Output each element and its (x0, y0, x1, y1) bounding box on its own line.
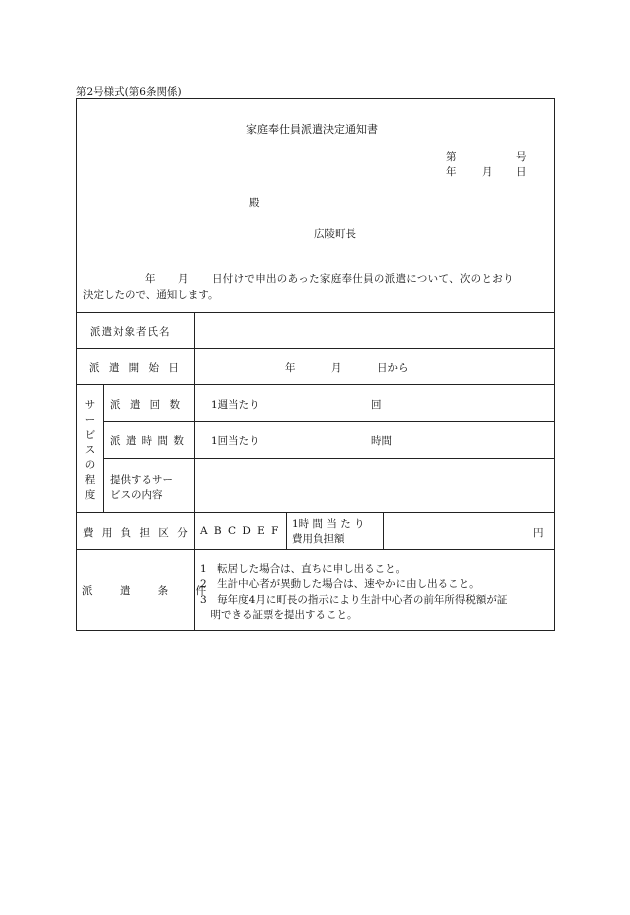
row-divider (76, 384, 555, 385)
column-divider (286, 512, 287, 549)
number-dai: 第 (446, 151, 457, 163)
frequency-unit: 回 (371, 399, 382, 411)
start-from: 日から (377, 362, 409, 374)
column-divider (383, 512, 384, 549)
row-divider (76, 549, 555, 550)
notice-line-2: 決定したので、通知します。 (83, 289, 219, 301)
service-content-label-1: 提供するサー (110, 474, 173, 486)
cost-unit: 円 (533, 527, 544, 539)
cost-per-hour-label-2: 費用負担額 (292, 533, 345, 545)
frequency-label: 派 遣 回 数 (110, 399, 184, 411)
date-day: 日 (516, 166, 527, 178)
hours-unit: 時間 (371, 435, 392, 447)
date-month: 月 (482, 166, 493, 178)
notice-line-1: 日付けで申出のあった家庭奉仕員の派遣について、次のとおり (212, 273, 514, 285)
column-divider (103, 384, 104, 512)
number-go: 号 (516, 151, 527, 163)
notice-year: 年 (145, 273, 156, 285)
cost-label: 費 用 負 担 区 分 (83, 527, 191, 539)
conditions-label: 派 遣 条 件 (82, 585, 219, 597)
condition-line-2: 2 生計中心者が異動した場合は、速やかに由し出ること。 (200, 578, 480, 590)
row-divider (103, 421, 555, 422)
condition-line-1: 1 転居した場合は、直ちに申し出ること。 (200, 563, 407, 575)
issuer-name: 広陵町長 (314, 228, 356, 240)
condition-line-3: 3 毎年度4月に町長の指示により生計中心者の前年所得税額が証 (200, 594, 508, 606)
document-title: 家庭奉仕員派遣決定通知書 (246, 123, 378, 136)
start-year: 年 (285, 362, 296, 374)
start-month: 月 (331, 362, 342, 374)
form-number-label: 第2号様式(第6条関係) (76, 86, 182, 98)
addressee-suffix: 殿 (249, 197, 260, 209)
hours-per: 1回当たり (211, 435, 260, 447)
hours-label: 派 遣 時 間 数 (110, 435, 185, 447)
cost-per-hour-label-1: 1時 間 当 た り (292, 518, 365, 530)
row-divider (76, 348, 555, 349)
start-date-label: 派 遣 開 始 日 (89, 362, 182, 374)
service-content-label-2: ビスの内容 (110, 489, 163, 501)
cost-classes: A B C D E F (200, 525, 280, 537)
frequency-per: 1週当たり (211, 399, 260, 411)
date-year: 年 (446, 166, 457, 178)
row-divider (103, 458, 555, 459)
row-divider (76, 312, 555, 313)
service-level-label: サ ー ビ ス の 程 度 (84, 399, 96, 501)
row-divider (76, 512, 555, 513)
notice-month: 月 (178, 273, 189, 285)
name-label: 派遣対象者氏名 (90, 326, 171, 338)
condition-line-4: 明できる証票を提出すること。 (200, 609, 358, 621)
